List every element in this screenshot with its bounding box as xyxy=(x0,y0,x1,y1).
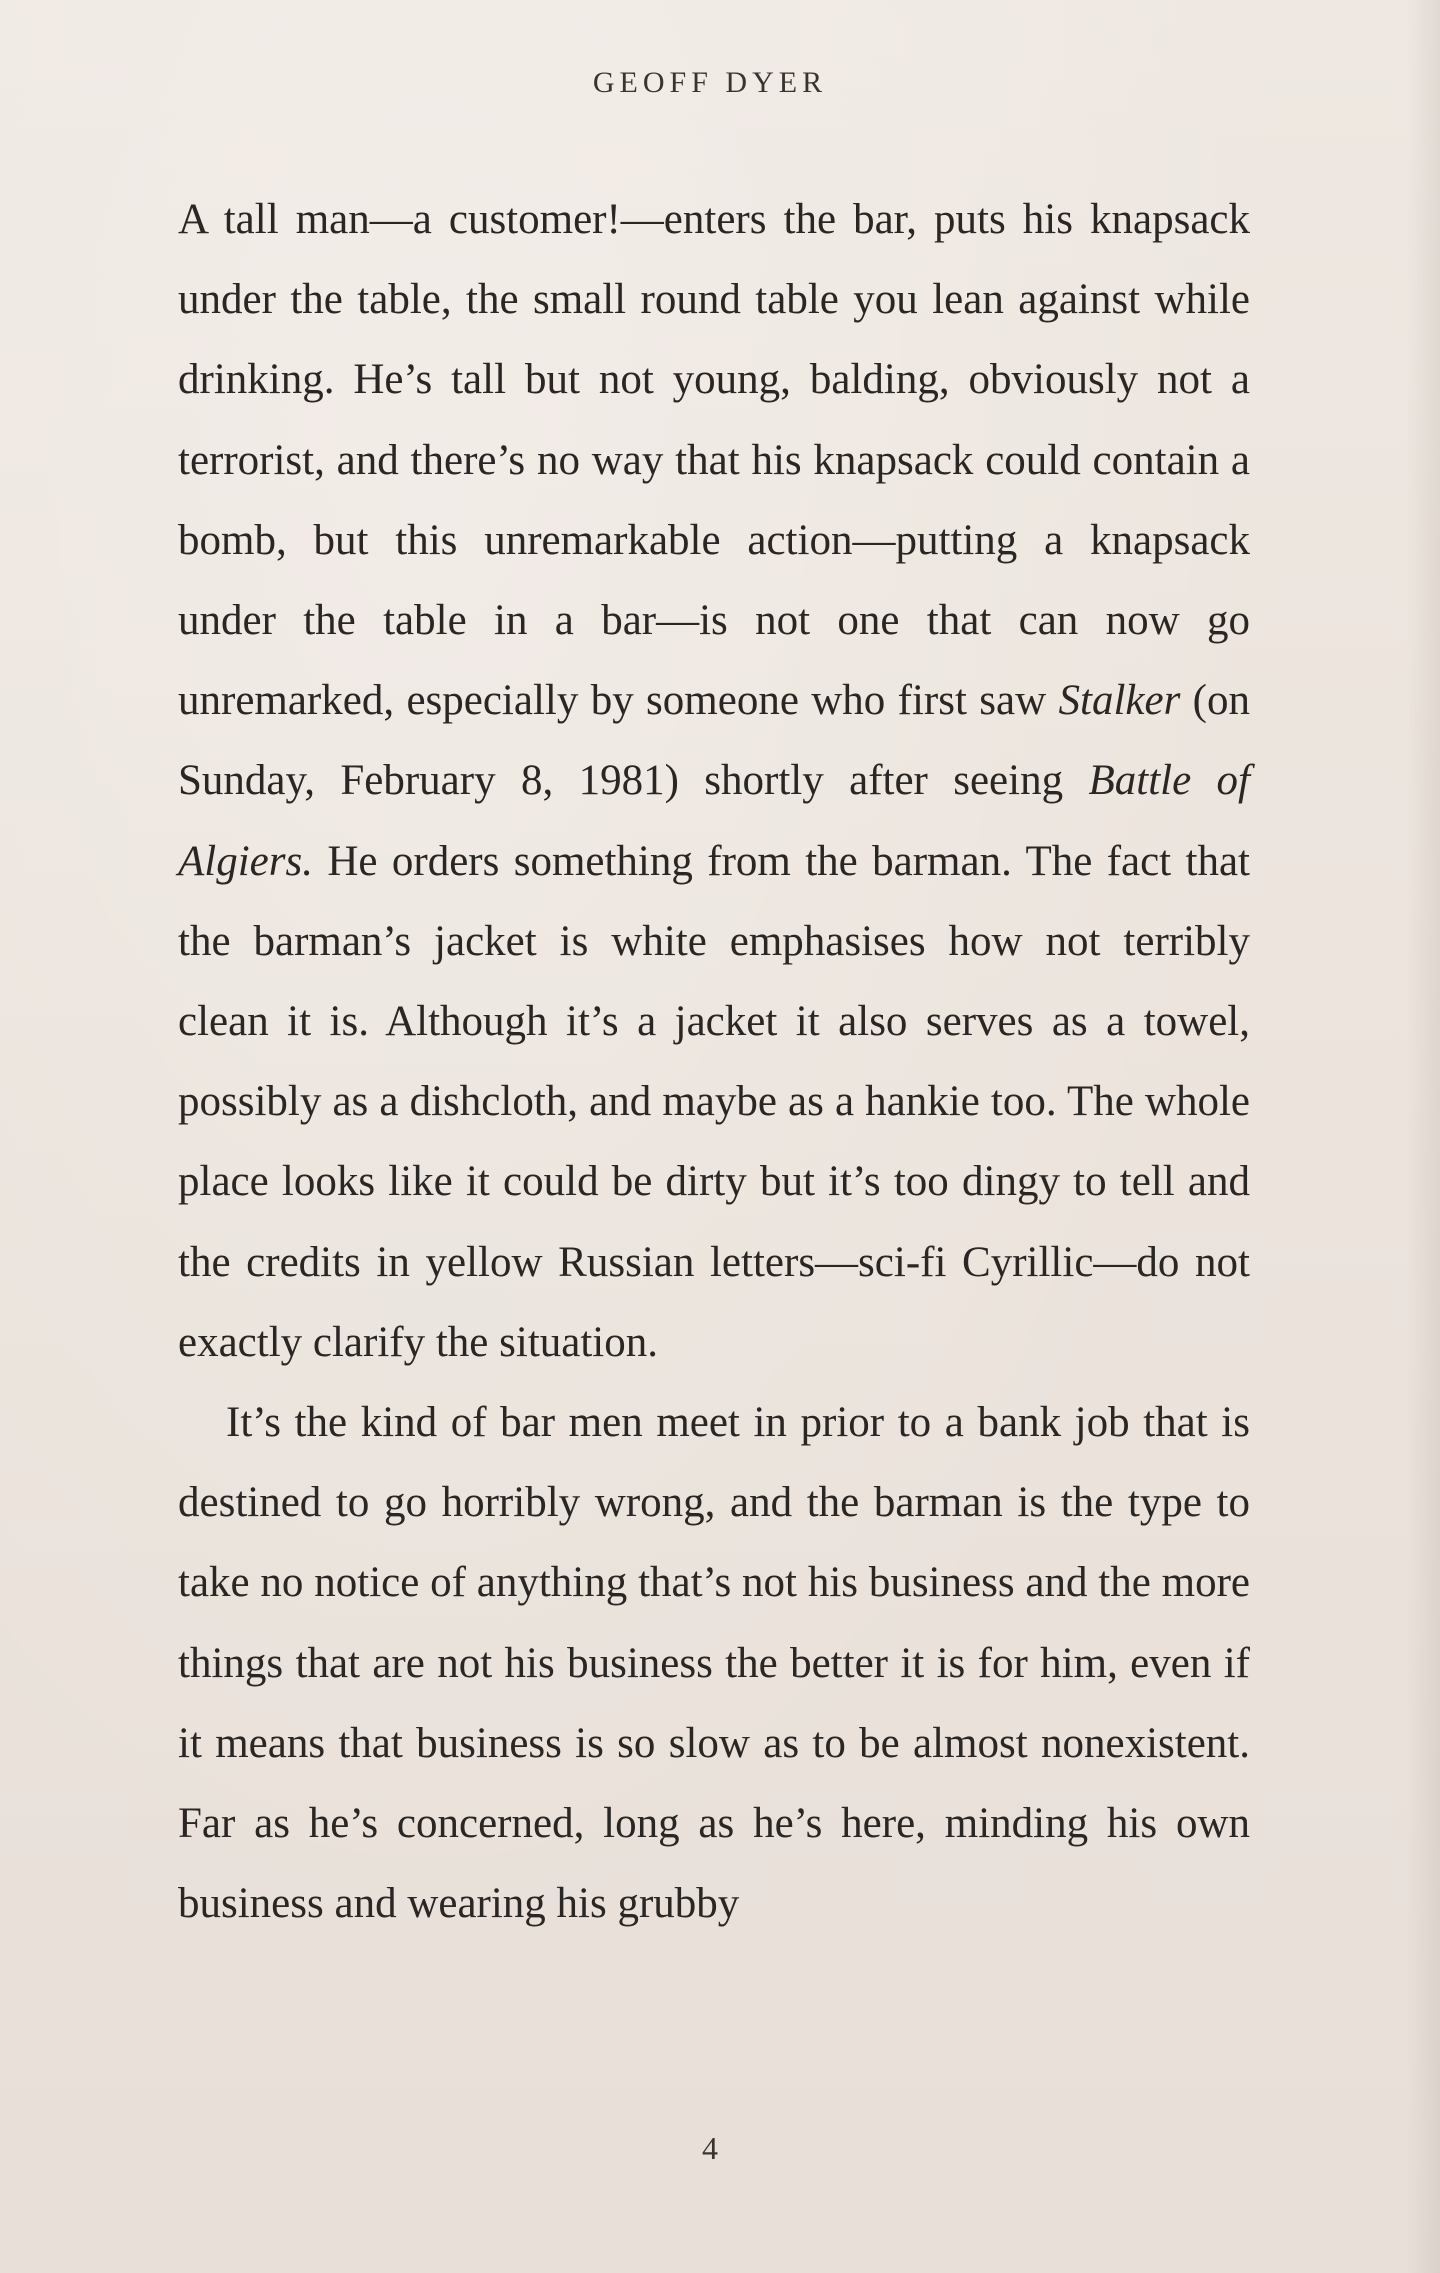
text-segment: A tall man—a customer!—enters the bar, puts his knapsack under the table, the small round table you lean against while drinking. He’s tall but not young, balding, obviously not a terrorist, and there’s no way that his knapsack could contain a bomb, but this unremarkable action—putting a knapsack under the table in a bar—is not one that can now go unremarked, especially by someone who first saw xyxy=(178,196,1250,725)
text-segment: (on Sunday, February 8, 1981) shortly after seeing xyxy=(178,677,1250,805)
text-segment: It’s the kind of bar men meet in prior to a bank job that is destined to go horribly wrong, and the barman is the type to take no notice of anything that’s not his business and the more things that are not his business the better it is for him, even if it means that business is so slow as to be almost nonexistent. Far as he’s concerned, long as he’s here, minding his own business and wearing his grubby xyxy=(178,1399,1250,1928)
running-head: GEOFF DYER xyxy=(592,66,828,99)
page-number: 4 xyxy=(702,2130,718,2166)
text-segment: He orders something from the barman. The fact that the barman’s jacket is white emphasises how not terribly clean it is. Although it’s a jacket it also serves as a towel, possibly as a dishcloth, and maybe as a hankie too. The whole place looks like it could be dirty but it’s too dingy to tell and the credits in yellow Russian letters—sci-fi Cyrillic—do not exactly clarify the situation. xyxy=(178,837,1250,1366)
paragraph-2 xyxy=(178,1383,1250,1944)
paragraph-1 xyxy=(178,180,1250,1383)
body-text xyxy=(178,180,1250,1944)
page-edge-shadow xyxy=(1406,0,1440,2273)
italic-title-stalker: Stalker xyxy=(1058,677,1181,725)
italic-title-battle-of-algiers: Battle of Algiers. xyxy=(178,757,1251,885)
